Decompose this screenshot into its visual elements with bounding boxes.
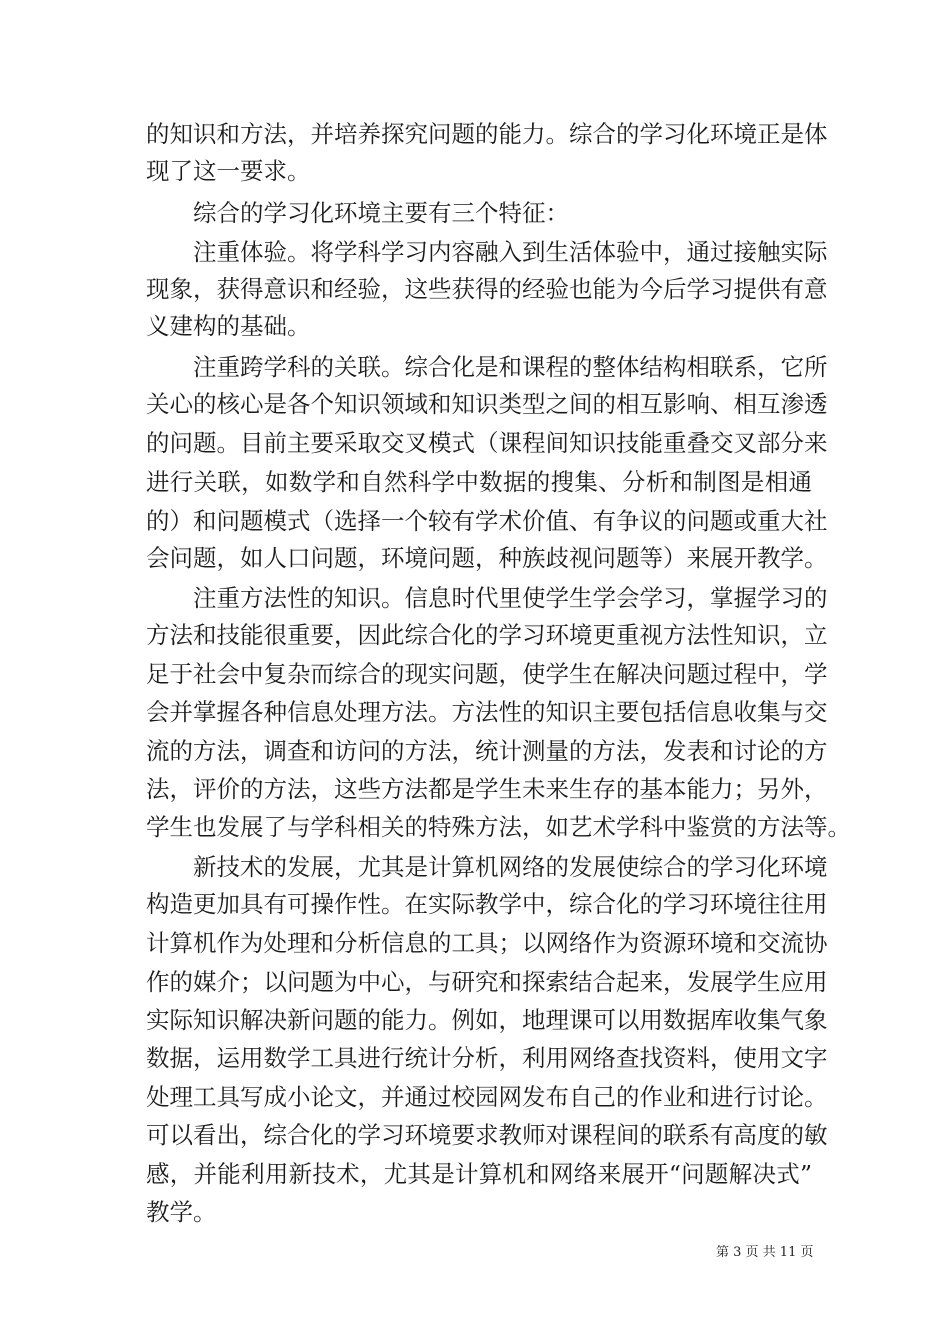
- text-line: 进行关联，如数学和自然科学中数据的搜集、分析和制图是相通: [146, 468, 812, 496]
- text-line: 作的媒介；以问题为中心，与研究和探索结合起来，发展学生应用: [146, 968, 828, 996]
- text-line: 现象，获得意识和经验，这些获得的经验也能为今后学习提供有意: [146, 275, 828, 303]
- text-line: 的知识和方法，并培养探究问题的能力。综合的学习化环境正是体: [146, 120, 828, 148]
- text-line: 数据，运用数学工具进行统计分析，利用网络查找资料，使用文字: [146, 1044, 828, 1072]
- text-line: 处理工具写成小论文，并通过校园网发布自己的作业和进行讨论。: [146, 1083, 828, 1111]
- text-line: 计算机作为处理和分析信息的工具；以网络作为资源环境和交流协: [146, 929, 828, 957]
- paragraph-heading: 综合的学习化环境主要有三个特征：: [193, 199, 569, 227]
- text-line: 足于社会中复杂而综合的现实问题，使学生在解决问题过程中，学: [146, 660, 828, 688]
- text-line: 构造更加具有可操作性。在实际教学中，综合化的学习环境往往用: [146, 890, 828, 918]
- text-line: 注重跨学科的关联。综合化是和课程的整体结构相联系，它所: [193, 353, 828, 381]
- text-line: 注重体验。将学科学习内容融入到生活体验中，通过接触实际: [193, 238, 828, 266]
- text-line: 会问题，如人口问题，环境问题，种族歧视问题等）来展开教学。: [146, 544, 828, 572]
- text-line: 注重方法性的知识。信息时代里使学生学会学习，掌握学习的: [193, 584, 828, 612]
- text-line: 关心的核心是各个知识领域和知识类型之间的相互影响、相互渗透: [146, 390, 828, 418]
- text-line: 流的方法，调查和访问的方法，统计测量的方法，发表和讨论的方: [146, 737, 828, 765]
- text-line: 感，并能利用新技术，尤其是计算机和网络来展开“问题解决式”: [146, 1160, 812, 1188]
- page-number: 第 3 页 共 11 页: [716, 1245, 814, 1260]
- text-line: 义建构的基础。: [146, 312, 311, 340]
- text-line: 现了这一要求。: [146, 157, 311, 185]
- text-line: 方法和技能很重要，因此综合化的学习环境更重视方法性知识，立: [146, 621, 828, 649]
- text-line: 实际知识解决新问题的能力。例如，地理课可以用数据库收集气象: [146, 1006, 828, 1034]
- text-line: 法，评价的方法，这些方法都是学生未来生存的基本能力；另外，: [146, 775, 828, 803]
- text-line: 学生也发展了与学科相关的特殊方法，如艺术学科中鉴赏的方法等。: [146, 813, 851, 841]
- text-line: 的）和问题模式（选择一个较有学术价值、有争议的问题或重大社: [146, 507, 828, 535]
- text-line: 教学。: [146, 1198, 217, 1226]
- text-line: 可以看出，综合化的学习环境要求教师对课程间的联系有高度的敏: [146, 1121, 828, 1149]
- text-line: 会并掌握各种信息处理方法。方法性的知识主要包括信息收集与交: [146, 698, 828, 726]
- text-line: 的问题。目前主要采取交叉模式（课程间知识技能重叠交叉部分来: [146, 429, 828, 457]
- text-line: 新技术的发展，尤其是计算机网络的发展使综合的学习化环境: [193, 853, 828, 881]
